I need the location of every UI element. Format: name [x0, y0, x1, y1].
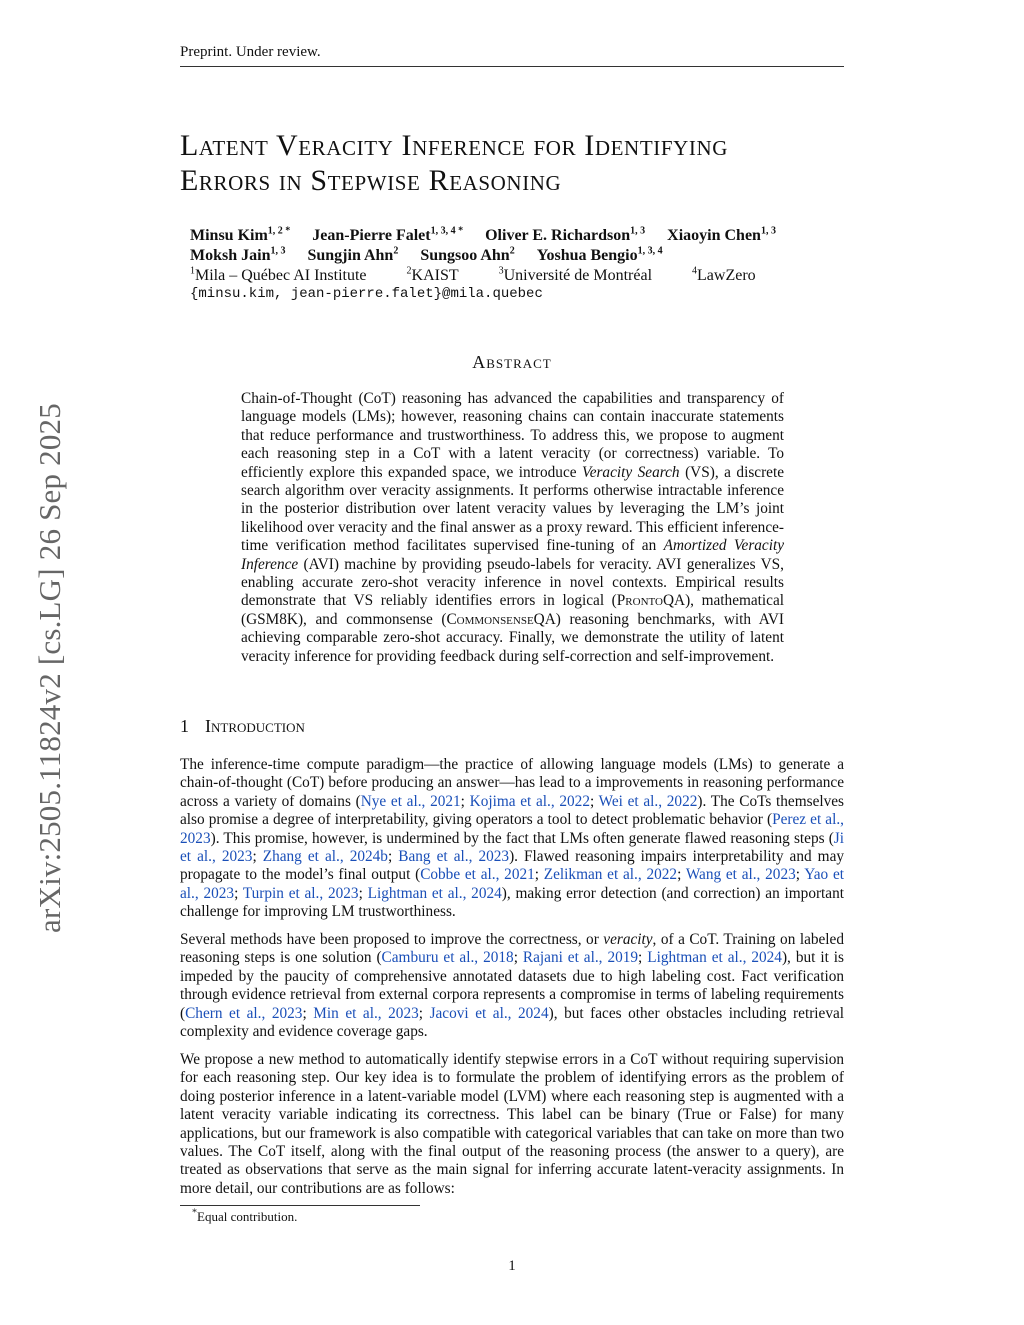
- paragraph-text: ). This promise, however, is undermined by the fact that LMs often generate flawed reasoning steps (: [210, 829, 834, 847]
- author-name: Yoshua Bengio: [536, 247, 638, 264]
- section-heading: [180, 716, 305, 737]
- affiliation-name: Mila – Québec AI Institute: [195, 267, 367, 284]
- author-list: [190, 226, 850, 266]
- paragraph-text: ;: [387, 848, 399, 866]
- author-name: Xiaoyin Chen: [667, 227, 761, 244]
- citation-link[interactable]: Turpin et al., 2023: [242, 884, 359, 902]
- citation-link[interactable]: Kojima et al., 2022: [469, 792, 590, 810]
- citation-link[interactable]: Bang et al., 2023: [398, 848, 510, 866]
- paragraph-text: ), making error detection (and correction) an important challenge for improving LM trustworthiness.: [180, 884, 844, 921]
- arxiv-identifier: arXiv:2505.11824v2 [cs.LG] 26 Sep 2025: [32, 403, 67, 933]
- paragraph-text: The inference-time compute paradigm—the practice of allowing language models (LMs) to generate a chain-of-thought (CoT) before producing an answer—has lead to a improvements in reasoning performance across a variety of domains (: [180, 756, 844, 810]
- author-affiliation-mark: 1, 3, 4: [637, 245, 663, 257]
- intro-paragraph-2: [180, 931, 844, 1041]
- abstract-text: Chain-of-Thought (CoT) reasoning has advanced the capabilities and transparency of language models (LMs); however, reasoning chains can contain inaccurate statements that reduce performance and trustworthiness. To address this, we propose to augment each reasoning step in a CoT with a latent veracity (or correctness) variable. To efficiently explore this expanded space, we introduce: [241, 390, 784, 481]
- author-emails: {minsu.kim, jean-pierre.falet}@mila.quebec: [190, 286, 543, 302]
- affiliation: [190, 267, 387, 284]
- intro-paragraph-3: We propose a new method to automatically identify stepwise errors in a CoT without requiring supervision for each reasoning step. Our key idea is to formulate the problem of identifying errors as the problem of doing posterior inference in a latent-variable model (LVM) where each reasoning step is augmented with a latent veracity variable indicating its correctness. This label can be binary (True or False) for many applications, but our framework is also compatible with categorical variables that can take on more than two values. The CoT itself, along with the final output of the reasoning process (the answer to a query), are treated as observations that serve as the main signal for inferring accurate latent-veracity assignments. In more detail, our contributions are as follows:: [180, 1051, 844, 1197]
- author-name: Minsu Kim: [190, 227, 268, 244]
- abstract-text: ), mathematical (GSM8K), and commonsense (: [241, 592, 784, 628]
- paragraph-text: ;: [638, 949, 648, 967]
- emphasis: veracity: [603, 931, 653, 948]
- paragraph-text: ). The CoTs themselves also promise a degree of interpretability, giving operators a tool to detect problematic behavior (: [180, 792, 844, 829]
- paragraph-text: ), but faces other obstacles including retrieval complexity and evidence coverage gaps.: [180, 1004, 845, 1041]
- citation-link[interactable]: Yao et al., 2023: [180, 866, 844, 902]
- citation-link[interactable]: Cobbe et al., 2021: [420, 866, 535, 884]
- paragraph-text: ;: [358, 884, 368, 902]
- author-name: Sungjin Ahn: [307, 247, 394, 264]
- paragraph-text: ;: [234, 884, 243, 902]
- paragraph-text: ;: [460, 792, 470, 810]
- affiliation-name: LawZero: [697, 267, 756, 284]
- citation-link[interactable]: Rajani et al., 2019: [522, 949, 639, 967]
- paragraph-text: ;: [534, 866, 544, 884]
- author-affiliation-mark: 1, 3: [630, 225, 646, 237]
- citation-link[interactable]: Ji et al., 2023: [180, 829, 844, 866]
- paragraph-text: , of a CoT. Training on labeled reasoning steps is one solution (: [180, 931, 844, 967]
- paragraph-text: ;: [418, 1004, 430, 1022]
- author-affiliation-mark: 1, 3, 4 *: [430, 225, 464, 237]
- section-title: Introduction: [205, 716, 305, 736]
- abstract-text: (AVI) machine by providing pseudo-labels for veracity. AVI generalizes VS, enabling accurate zero-shot veracity inference in novel contexts. Empirical results demonstrate that VS reliably identifies errors in logical (: [241, 555, 784, 610]
- author: [190, 227, 290, 244]
- author-affiliation-mark: 1, 3: [760, 225, 776, 237]
- citation-link[interactable]: Zelikman et al., 2022: [543, 866, 678, 884]
- author-affiliation-mark: 1, 2 *: [267, 225, 291, 237]
- citation-link[interactable]: Lightman et al., 2024: [647, 949, 782, 967]
- abstract-heading: Abstract: [472, 352, 552, 372]
- citation-link[interactable]: Wang et al., 2023: [685, 866, 796, 884]
- affiliation-mark: 2: [406, 265, 412, 277]
- author-affiliation-mark: 2: [509, 245, 515, 257]
- author: [190, 247, 285, 264]
- citation-link[interactable]: Chern et al., 2023: [185, 1004, 303, 1022]
- author: [312, 227, 463, 244]
- author-name: Oliver E. Richardson: [485, 227, 631, 244]
- author-name: Sungsoo Ahn: [420, 247, 510, 264]
- author: [307, 247, 398, 264]
- affiliation: [692, 267, 776, 284]
- paragraph-text: ), but it is impeded by the paucity of comprehensive annotated datasets due to high labeling cost. Fact verification through evidence retrieval from external corpora represents a compromise in terms of labeling requirements (: [180, 949, 845, 1022]
- citation-link[interactable]: Perez et al., 2023: [180, 811, 844, 847]
- citation-link[interactable]: Wei et al., 2022: [598, 792, 698, 810]
- abstract-body: [241, 390, 784, 666]
- paper-title: [180, 128, 860, 198]
- author: [537, 247, 663, 264]
- paragraph-text: ;: [589, 792, 599, 810]
- citation-link[interactable]: Lightman et al., 2024: [367, 884, 502, 902]
- header-rule: [180, 66, 844, 67]
- affiliation-mark: 1: [190, 265, 195, 277]
- affiliation-mark: 3: [498, 265, 504, 277]
- affiliation-mark: 4: [692, 265, 698, 277]
- citation-link[interactable]: Nye et al., 2021: [360, 792, 461, 810]
- affiliation-name: KAIST: [411, 267, 459, 284]
- intro-paragraph-1: [180, 756, 844, 922]
- dataset-name: ProntoQA: [616, 592, 686, 610]
- citation-link[interactable]: Jacovi et al., 2024: [429, 1004, 549, 1022]
- paragraph-text: ;: [302, 1004, 314, 1022]
- title-line-2: Errors in Stepwise Reasoning: [180, 164, 562, 197]
- author-name: Jean-Pierre Falet: [312, 227, 431, 244]
- citation-link[interactable]: Camburu et al., 2018: [381, 949, 514, 967]
- paragraph-text: ;: [677, 866, 686, 884]
- author-affiliation-mark: 1, 3: [270, 245, 286, 257]
- affiliation-name: Université de Montréal: [503, 267, 653, 284]
- abstract-text: (VS), a discrete search algorithm over veracity assignments. It performs otherwise intractable inference in the posterior distribution over latent veracity values by leveraging the LM’s joint likelihood over veracity and the final answer as a proxy reward. This efficient inference-time verification method facilitates supervised fine-tuning of an: [241, 463, 784, 555]
- dataset-name: CommonsenseQA: [446, 610, 556, 628]
- author-affiliation-mark: 2: [393, 245, 399, 257]
- footnote-text: Equal contribution.: [197, 1209, 298, 1224]
- affiliation: [407, 267, 479, 284]
- running-head: Preprint. Under review.: [180, 44, 321, 60]
- author-name: Moksh Jain: [190, 247, 271, 264]
- paragraph-text: ;: [795, 866, 805, 884]
- abstract-emphasis: Veracity Search: [582, 463, 680, 481]
- author: [485, 227, 645, 244]
- affiliation-list: [190, 266, 850, 286]
- affiliation: [499, 267, 672, 284]
- abstract-emphasis: Amortized Veracity Inference: [241, 537, 785, 573]
- page-number: 1: [508, 1258, 516, 1274]
- footnote-mark: *: [192, 1207, 197, 1219]
- footnote: [192, 1209, 297, 1225]
- citation-link[interactable]: Min et al., 2023: [313, 1004, 419, 1022]
- paragraph-text: Several methods have been proposed to improve the correctness, or: [180, 931, 604, 948]
- paragraph-text: ;: [513, 949, 523, 967]
- paragraph-text: ). Flawed reasoning impairs interpretability and may propagate to the model’s final output (: [180, 848, 845, 884]
- title-line-1: Latent Veracity Inference for Identifying: [180, 129, 729, 162]
- author: [420, 247, 514, 264]
- paragraph-text: ;: [252, 848, 263, 866]
- abstract-text: ) reasoning benchmarks, with AVI achieving comparable zero-shot accuracy. Finally, we demonstrate the utility of latent veracity inference for providing feedback during self-correction and self-improvement.: [241, 610, 784, 665]
- section-number: 1: [180, 716, 189, 736]
- citation-link[interactable]: Zhang et al., 2024b: [262, 848, 388, 866]
- footnote-rule: [180, 1205, 420, 1206]
- author: [667, 227, 776, 244]
